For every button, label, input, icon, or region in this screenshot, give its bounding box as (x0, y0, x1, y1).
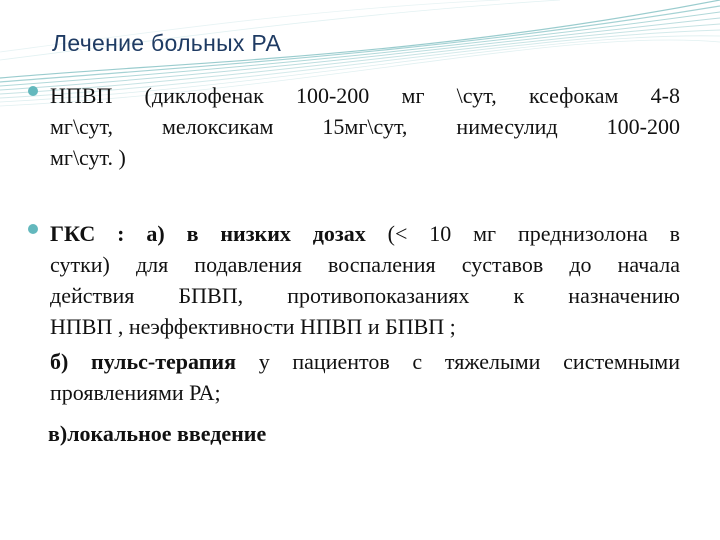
bullet-gcs (28, 218, 680, 342)
pulse-therapy-line-2: проявлениями РА; (50, 380, 221, 405)
bullet-nsaids-line-2: мг\сут, мелоксикам 15мг\сут, нимесулид 100-200 (50, 114, 680, 139)
bullet-gcs-line-2: сутки) для подавления воспаления суставов до начала (50, 252, 680, 277)
pulse-therapy-heading: б) пульс-терапия (50, 349, 236, 374)
local-injection-text: в)локальное введение (48, 421, 267, 446)
bullet-gcs-line-3: действия БПВП, противопоказаниях к назначению (50, 283, 680, 308)
bullet-marker-icon (28, 224, 38, 234)
bullet-gcs-line-4: НПВП , неэффективности НПВП и БПВП ; (50, 314, 456, 339)
pulse-therapy-line-1 (50, 346, 680, 377)
bullet-gcs-line-1 (50, 218, 680, 249)
gcs-line-1-rest: (< 10 мг преднизолона в (365, 221, 680, 246)
bullet-nsaids-line-1: НПВП (диклофенак 100-200 мг \сут, ксефокам 4-8 (50, 83, 680, 108)
bullet-nsaids (28, 80, 680, 173)
sub-item-local-injection (48, 418, 678, 449)
bullet-gcs-text (50, 218, 680, 342)
bullet-nsaids-text (50, 80, 680, 173)
gcs-low-dose-heading: ГКС : а) в низких дозах (50, 221, 366, 246)
slide-title: Лечение больных РА (52, 30, 282, 56)
bullet-marker-icon (28, 86, 38, 96)
pulse-therapy-line-1-rest: у пациентов с тяжелыми системными (236, 349, 681, 374)
sub-item-pulse-therapy (50, 346, 680, 408)
bullet-nsaids-line-3: мг\сут. ) (50, 145, 126, 170)
